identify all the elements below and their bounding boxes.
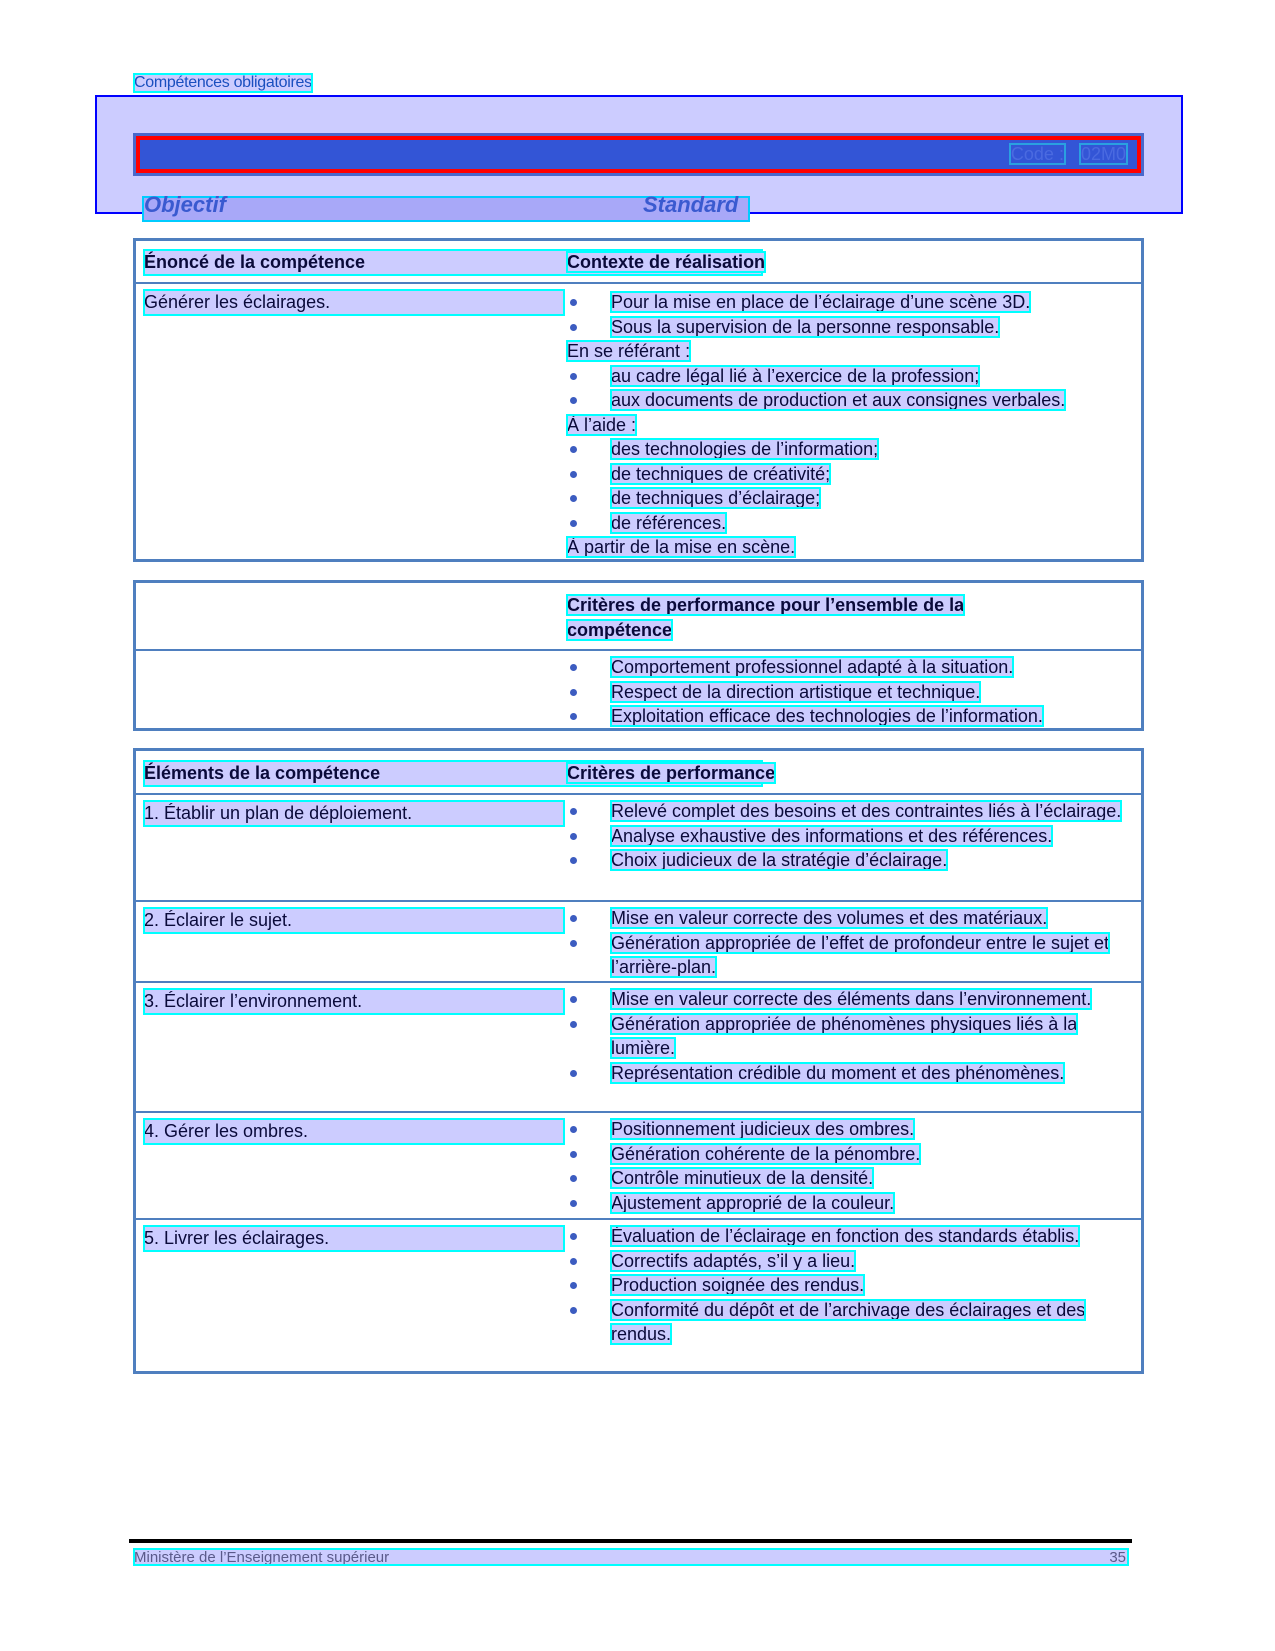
item-text: Contrôle minutieux de la densité. [611,1168,874,1188]
element-label: 5. Livrer les éclairages. [144,1226,564,1251]
bullet-icon [570,1307,577,1314]
bullet-icon [570,1233,577,1240]
item-text: de techniques d’éclairage; [611,488,821,508]
bullet-icon [570,1151,577,1158]
context-list [567,290,1132,560]
standard-label: Standard [643,192,739,217]
item-text: de techniques de créativité; [611,463,831,484]
item-text: au cadre légal lié à l’exercice de la profession; [611,365,980,386]
bullet-item [567,1117,1132,1142]
footer-ministry: Ministère de l’Enseignement supérieur [134,1549,390,1566]
bullet-item [567,290,1132,315]
bullet-item [567,655,1132,680]
item-text: Sous la supervision de la personne responsable. [611,316,1000,337]
element-row [136,983,1141,1113]
bullet-item [567,906,1132,931]
bullet-item [567,1249,1132,1274]
item-text: À partir de la mise en scène. [567,537,796,557]
elements-header-row [136,751,1141,795]
context-subheading [567,535,1132,560]
item-text: Production soignée des rendus. [611,1275,865,1295]
bullet-icon [570,940,577,947]
bullet-item [567,1012,1132,1061]
page-footer [134,1549,1128,1565]
competency-statement: Générer les éclairages. [144,290,564,315]
bullet-item [567,1061,1132,1086]
bullet-icon [570,1070,577,1077]
item-text: Génération appropriée de phénomènes physiques liés à la lumière. [611,1013,1078,1058]
item-text: Relevé complet des besoins et des contraintes liés à l’éclairage. [611,801,1122,821]
item-text: Mise en valeur correcte des volumes et des matériaux. [611,908,1048,928]
item-text: Pour la mise en place de l’éclairage d’une scène 3D. [611,292,1031,312]
statement-header-row [136,241,1141,284]
bullet-item [567,680,1132,705]
item-text: Choix judicieux de la stratégie d’éclairage. [611,850,948,870]
bullet-icon [570,495,577,502]
element-criteria-list [567,906,1132,980]
bullet-item [567,824,1132,849]
element-criteria-list [567,1224,1132,1347]
bullet-icon [570,446,577,453]
bullet-item [567,931,1132,980]
competency-code [1010,144,1127,165]
bullet-icon [570,857,577,864]
bullet-icon [570,299,577,306]
bullet-icon [570,397,577,404]
bullet-item [567,511,1132,536]
bullet-icon [570,373,577,380]
overall-criteria-header: Critères de performance pour l’ensemble de la compétence [567,595,965,640]
bullet-item [567,1273,1132,1298]
element-row [136,1113,1141,1220]
statement-table [133,238,1144,562]
footer-rule [129,1539,1132,1543]
bullet-icon [570,324,577,331]
item-text: Évaluation de l’éclairage en fonction des standards établis. [611,1226,1080,1246]
objectif-label: Objectif [144,192,226,217]
item-text: Mise en valeur correcte des éléments dans l’environnement. [611,989,1092,1009]
elements-table [133,748,1144,1374]
code-label: Code : [1010,144,1064,164]
bullet-icon [570,833,577,840]
item-text: Respect de la direction artistique et technique. [611,681,981,702]
element-row [136,795,1141,902]
bullet-icon [570,713,577,720]
element-label: 1. Établir un plan de déploiement. [144,801,564,826]
element-criteria-list [567,987,1132,1085]
overall-criteria-table [133,580,1144,731]
element-label: 3. Éclairer l’environnement. [144,989,564,1014]
bullet-icon [570,1258,577,1265]
bullet-item [567,1166,1132,1191]
item-text: Représentation crédible du moment et des phénomènes. [611,1062,1065,1083]
item-text: Exploitation efficace des technologies de l’information. [611,706,1043,726]
bullet-item [567,799,1132,824]
item-text: Conformité du dépôt et de l’archivage des éclairages et des rendus. [611,1299,1086,1344]
item-text: de références. [611,512,727,533]
bullet-icon [570,1021,577,1028]
bullet-item [567,987,1132,1012]
context-subheading [567,413,1132,438]
bullet-item [567,315,1132,340]
element-row [136,1220,1141,1373]
bullet-item [567,704,1132,729]
statement-body-row [136,284,1141,560]
bullet-icon [570,1282,577,1289]
item-text: Ajustement approprié de la couleur. [611,1192,895,1213]
bullet-icon [570,520,577,527]
context-subheading [567,339,1132,364]
bullet-icon [570,1126,577,1133]
page-number: 35 [1109,1549,1126,1566]
item-text: Positionnement judicieux des ombres. [611,1119,915,1139]
performance-criteria-header: Critères de performance [567,763,776,783]
statement-header: Énoncé de la compétence [144,250,762,275]
bullet-icon [570,996,577,1003]
item-text: À l’aide : [567,414,637,435]
item-text: Génération cohérente de la pénombre. [611,1143,921,1164]
overall-criteria-body-row [136,651,1141,728]
bullet-icon [570,1200,577,1207]
bullet-item [567,437,1132,462]
bullet-item [567,486,1132,511]
element-row [136,902,1141,983]
overall-criteria-header-row [136,583,1141,651]
bullet-item [567,388,1132,413]
bullet-item [567,848,1132,873]
element-criteria-list [567,799,1132,873]
bullet-item [567,1298,1132,1347]
competency-title-box [136,136,1141,173]
bullet-item [567,462,1132,487]
element-label: 4. Gérer les ombres. [144,1119,564,1144]
item-text: des technologies de l’information; [611,439,879,459]
element-criteria-list [567,1117,1132,1215]
context-header: Contexte de réalisation [567,252,766,272]
item-text: Correctifs adaptés, s’il y a lieu. [611,1250,856,1271]
elements-header: Éléments de la compétence [144,761,762,786]
bullet-item [567,1142,1132,1167]
overall-criteria-list [567,655,1132,729]
bullet-icon [570,915,577,922]
bullet-item [567,1224,1132,1249]
item-text: Comportement professionnel adapté à la situation. [611,657,1014,677]
bullet-icon [570,1175,577,1182]
bullet-icon [570,808,577,815]
item-text: Génération appropriée de l’effet de profondeur entre le sujet et l’arrière-plan. [611,932,1110,977]
section-title: Compétences obligatoires [134,74,312,91]
bullet-icon [570,471,577,478]
item-text: En se référant : [567,341,691,361]
item-text: aux documents de production et aux consignes verbales. [611,390,1066,410]
bullet-icon [570,689,577,696]
bullet-item [567,1191,1132,1216]
code-value: 02M0 [1080,144,1126,164]
item-text: Analyse exhaustive des informations et des références. [611,825,1053,846]
element-label: 2. Éclairer le sujet. [144,908,564,933]
bullet-icon [570,664,577,671]
bullet-item [567,364,1132,389]
